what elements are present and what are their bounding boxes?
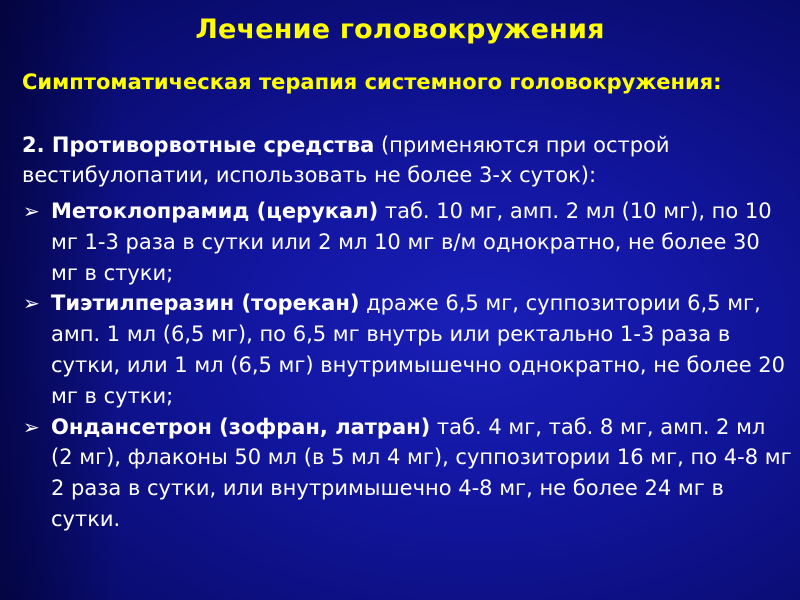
- slide-title: Лечение головокружения: [195, 14, 605, 45]
- section-note: (применяются при острой вестибулопатии, использовать не более 3-х суток):: [22, 133, 670, 187]
- drug-name: Тиэтилперазин (торекан): [51, 291, 360, 316]
- drug-details: таб. 10 мг, амп. 2 мл (10 мг), по 10 мг 1-3 раза в сутки или 2 мл 10 мг в/м однократно, не более 30 мг в стуки;: [51, 199, 772, 285]
- drug-details: таб. 4 мг, таб. 8 мг, амп. 2 мл (2 мг), флаконы 50 мл (в 5 мл 4 мг), суппозитории 16 мг, по 4-8 мг 2 раза в сутки, или внутримышечно 4-8 мг, не более 24 мг в сутки.: [51, 414, 792, 531]
- arrow-bullet-icon: ➢: [23, 291, 40, 316]
- drug-name: Ондансетрон (зофран, латран): [51, 414, 431, 439]
- drug-details: драже 6,5 мг, суппозитории 6,5 мг, амп. 1 мл (6,5 мг), по 6,5 мг внутрь или ректально 1-3 раза в сутки, или 1 мл (6,5 мг) внутримышечно однократно, не более 20 мг в сутки;: [51, 291, 786, 408]
- section-heading: 2. Противорвотные средства: [22, 133, 375, 157]
- slide-subtitle: Симптоматическая терапия системного головокружения:: [22, 70, 722, 94]
- section-intro: [22, 130, 782, 190]
- list-item: [22, 196, 792, 288]
- drug-name: Метоклопрамид (церукал): [51, 199, 379, 223]
- arrow-bullet-icon: ➢: [23, 414, 40, 439]
- list-item: [22, 412, 792, 535]
- drug-list: [22, 196, 792, 535]
- arrow-bullet-icon: ➢: [23, 199, 40, 223]
- list-item: [22, 288, 792, 411]
